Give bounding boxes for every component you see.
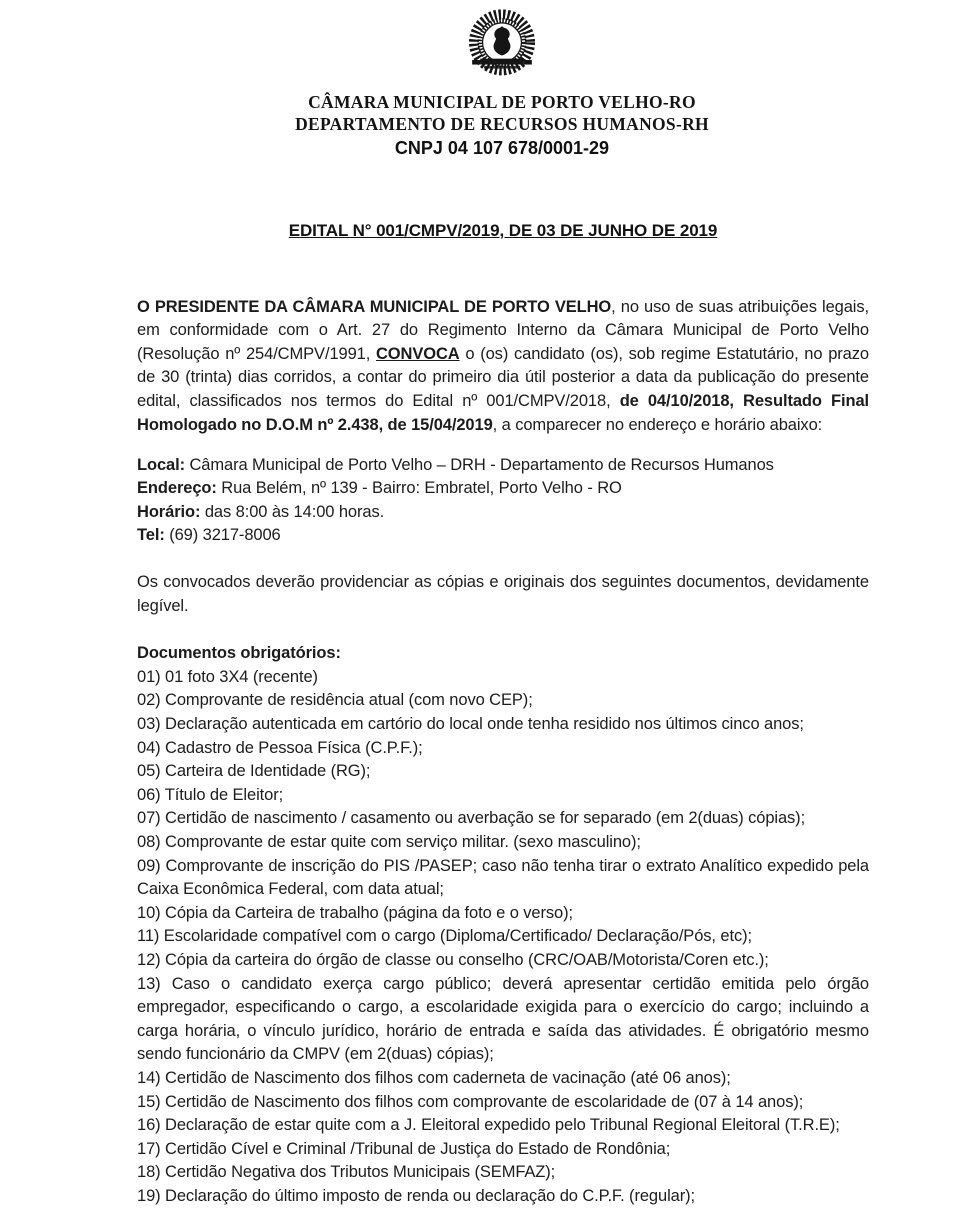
document-list-item: 15) Certidão de Nascimento dos filhos com comprovante de escolaridade de (07 à 14 anos); (137, 1092, 804, 1111)
document-list-item: 06) Título de Eleitor; (137, 785, 284, 804)
org-name-line: CÂMARA MUNICIPAL DE PORTO VELHO-RO (308, 92, 696, 112)
text-segment: de 04/10/2018, Resultado Final Homologado no D.O.M nº 2.438, de 15/04/2019 (137, 391, 870, 434)
location-line-horario (137, 501, 869, 525)
location-label: Tel: (137, 526, 165, 545)
document-list-item: 03) Declaração autenticada em cartório do local onde tenha residido nos últimos cinco anos; (137, 715, 804, 733)
location-label: Endereço: (137, 479, 217, 498)
text-segment: O PRESIDENTE DA CÂMARA MUNICIPAL DE PORTO VELHO (137, 297, 612, 316)
document-list-item: 14) Certidão de Nascimento dos filhos com caderneta de vacinação (até 06 anos); (137, 1068, 731, 1087)
letterhead (0, 0, 960, 160)
document-list-item: 05) Carteira de Identidade (RG); (137, 762, 371, 781)
document-list-item: 01) 01 foto 3X4 (recente) (137, 667, 318, 686)
location-value: (69) 3217-8006 (164, 526, 281, 545)
location-block (137, 454, 869, 548)
text-segment: , a comparecer no endereço e horário abaixo: (492, 415, 823, 434)
location-line-tel (137, 524, 869, 548)
text-segment: CONVOCA (375, 344, 460, 363)
location-label: Horário: (137, 502, 201, 521)
document-list-item: 17) Certidão Cível e Criminal /Tribunal de Justiça do Estado de Rondônia; (137, 1139, 671, 1158)
document-list-item: 08) Comprovante de estar quite com serviço militar. (sexo masculino); (137, 832, 641, 851)
text-segment: , no uso de suas atribuições legais, em conformidade com o Art. 27 do Regimento Interno da Câmara Municipal de Porto Velho (Resolução nº 254/CMPV/1991, (137, 297, 869, 363)
document-list-item: 04) Cadastro de Pessoa Física (C.P.F.); (137, 738, 423, 757)
intro-paragraph (137, 296, 869, 438)
edital-title: EDITAL N° 001/CMPV/2019, DE 03 DE JUNHO DE 2019 (288, 221, 718, 240)
department-line: DEPARTAMENTO DE RECURSOS HUMANOS-RH (295, 114, 709, 134)
document-list-item: 16) Declaração de estar quite com a J. Eleitoral expedido pelo Tribunal Regional Eleitoral (T.R.E); (137, 1116, 840, 1135)
municipal-seal-icon (44, 8, 960, 84)
location-line-endereco (137, 477, 869, 501)
document-list-item: 19) Declaração do último imposto de renda ou declaração do C.P.F. (regular); (137, 1186, 695, 1205)
text-segment: o (os) candidato (os), sob regime Estatutário, no prazo de 30 (trinta) dias corridos, a contar do primeiro dia útil posterior a data da publicação do presente edital, classificados nos termos do Edital nº 001/CMPV/2018, (137, 344, 869, 410)
location-value: Rua Belém, nº 139 - Bairro: Embratel, Porto Velho - RO (216, 479, 622, 498)
document-list-item: 13) Caso o candidato exerça cargo público; deverá apresentar certidão emitida pelo órgão empregador, especificando o cargo, a escolaridade exigida para o exercício do cargo; incluindo a carga horária, o vínculo jurídico, horário de entrada e saída das atividades. É obrigatório mesmo sendo funcionário da CMPV (em 2(duas) cópias); (137, 974, 869, 1064)
document-list-item: 10) Cópia da Carteira de trabalho (página da foto e o verso); (137, 903, 574, 922)
document-body (137, 219, 869, 1208)
documents-list (137, 666, 869, 1208)
notice-paragraph: Os convocados deverão providenciar as cópias e originais dos seguintes documentos, devidamente legível. (137, 573, 869, 615)
documents-heading: Documentos obrigatórios: (137, 644, 341, 663)
document-list-item: 07) Certidão de nascimento / casamento ou averbação se for separado (em 2(duas) cópias); (137, 809, 806, 828)
document-list-item: 09) Comprovante de inscrição do PIS /PASEP; caso não tenha tirar o extrato Analítico expedido pela Caixa Econômica Federal, com data atual; (137, 856, 869, 899)
location-line-local (137, 454, 869, 478)
cnpj-line: CNPJ 04 107 678/0001-29 (394, 138, 610, 158)
document-list-item: 18) Certidão Negativa dos Tributos Municipais (SEMFAZ); (137, 1163, 556, 1182)
location-label: Local: (137, 455, 185, 474)
document-list-item: 11) Escolaridade compatível com o cargo (Diploma/Certificado/ Declaração/Pós, etc); (137, 927, 752, 946)
location-value: Câmara Municipal de Porto Velho – DRH - Departamento de Recursos Humanos (185, 455, 774, 474)
location-value: das 8:00 às 14:00 horas. (200, 502, 385, 521)
document-list-item: 12) Cópia da carteira do órgão de classe ou conselho (CRC/OAB/Motorista/Coren etc.); (137, 950, 769, 969)
document-list-item: 02) Comprovante de residência atual (com novo CEP); (137, 691, 533, 710)
